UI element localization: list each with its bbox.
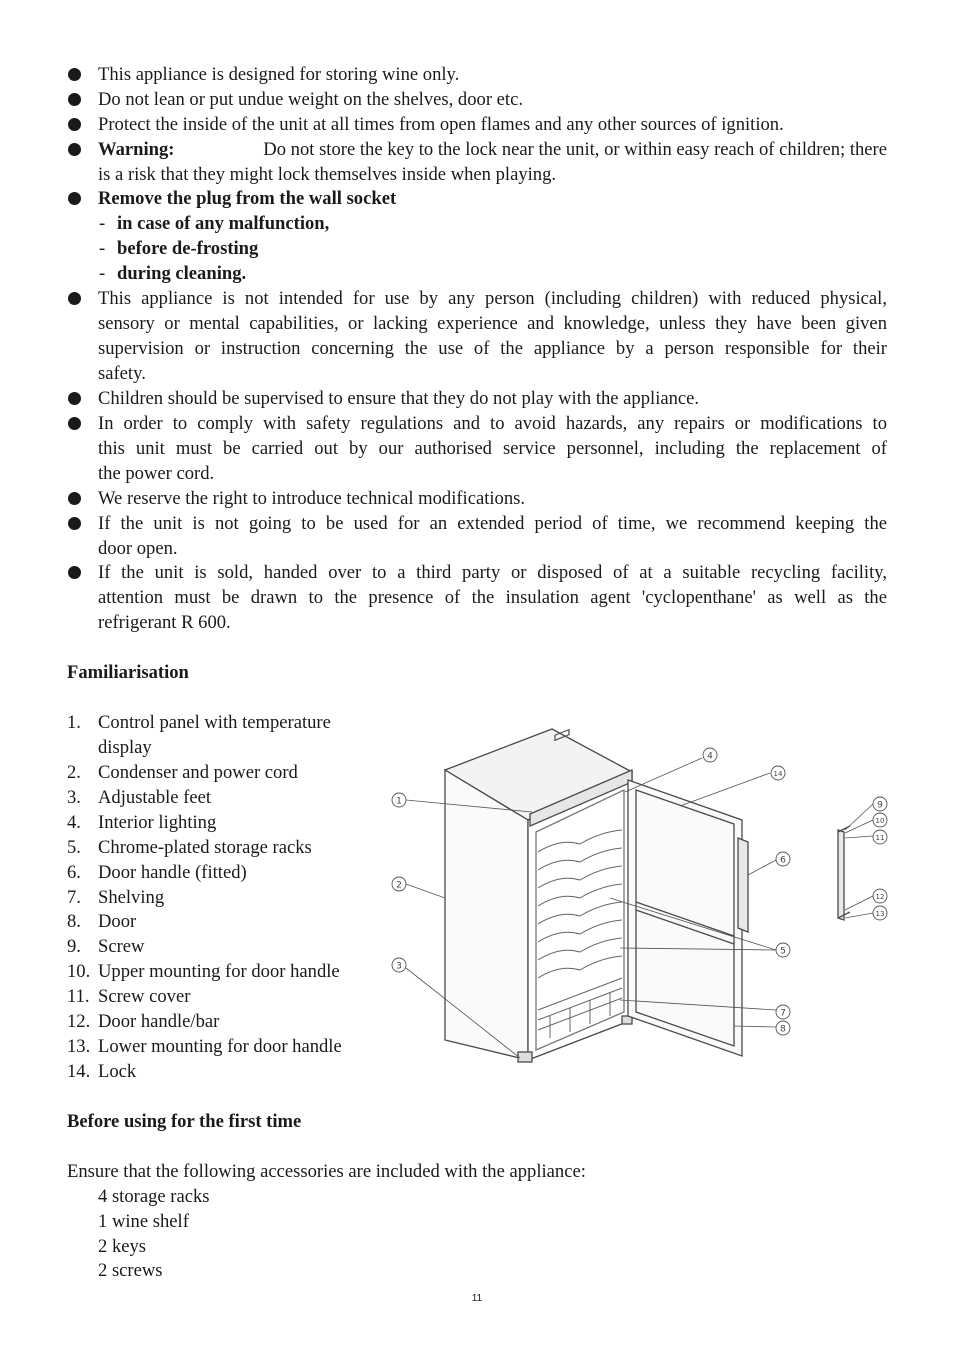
- bullet-dot: [68, 392, 81, 405]
- bullet-dot: [68, 566, 81, 579]
- bullet-dot: [68, 517, 81, 530]
- bullet-dot: [68, 143, 81, 156]
- bullet-text: Children should be supervised to ensure that they do not play with the appliance.: [98, 388, 700, 409]
- list-number: 12.: [67, 1011, 91, 1032]
- list-item: Interior lighting: [98, 812, 217, 833]
- list-number: 5.: [67, 837, 81, 858]
- list-item: Control panel with temperature: [98, 712, 331, 733]
- list-number: 8.: [67, 911, 81, 932]
- bullet-text: Do not store the key to the lock near the unit, or within easy reach of children; there: [263, 139, 887, 160]
- accessory-item: 2 screws: [98, 1260, 163, 1281]
- callout-3: 3: [396, 961, 402, 972]
- list-item: Door: [98, 911, 137, 932]
- callout-10: 10: [875, 817, 885, 825]
- bullet-text: safety.: [98, 363, 146, 384]
- list-item: display: [98, 737, 152, 758]
- list-item: Screw cover: [98, 986, 191, 1007]
- bullet-dot: [68, 192, 81, 205]
- bullet-text: Protect the inside of the unit at all times from open flames and any other sources of ignition.: [98, 114, 784, 135]
- list-item: Lock: [98, 1061, 137, 1082]
- callout-1: 1: [396, 796, 402, 807]
- bullet-text: sensory or mental capabilities, or lacking experience and knowledge, unless they have been given: [98, 313, 887, 334]
- list-number: 7.: [67, 887, 81, 908]
- bullet-dot: [68, 118, 81, 131]
- callout-7: 7: [780, 1008, 786, 1019]
- callout-6: 6: [780, 855, 786, 866]
- bullet-text: In order to comply with safety regulations and to avoid hazards, any repairs or modifications to: [98, 413, 887, 434]
- callout-12: 12: [875, 893, 885, 901]
- list-item: Upper mounting for door handle: [98, 961, 340, 982]
- callout-5: 5: [780, 946, 786, 957]
- list-item: Door handle (fitted): [98, 862, 247, 883]
- bullet-text: is a risk that they might lock themselves inside when playing.: [98, 164, 557, 185]
- bullet-text: If the unit is not going to be used for an extended period of time, we recommend keeping the: [98, 513, 887, 534]
- callout-2: 2: [396, 880, 402, 891]
- list-item: Shelving: [98, 887, 165, 908]
- bullet-text: supervision or instruction concerning the use of the appliance by a person responsible for their: [98, 338, 887, 359]
- bullet-text: Do not lean or put undue weight on the shelves, door etc.: [98, 89, 523, 110]
- first-use-intro: Ensure that the following accessories are included with the appliance:: [67, 1161, 586, 1182]
- list-number: 13.: [67, 1036, 91, 1057]
- list-number: 11.: [67, 986, 90, 1007]
- list-item: Door handle/bar: [98, 1011, 220, 1032]
- dash: -: [99, 263, 106, 284]
- dash: -: [99, 213, 106, 234]
- page-number: 11: [471, 1293, 483, 1304]
- accessory-item: 1 wine shelf: [98, 1211, 189, 1232]
- dash: -: [99, 238, 106, 259]
- section-heading-familiarisation: Familiarisation: [67, 662, 189, 683]
- list-number: 4.: [67, 812, 81, 833]
- callout-13: 13: [875, 910, 885, 918]
- list-item: Condenser and power cord: [98, 762, 298, 783]
- callout-9: 9: [877, 800, 883, 811]
- bullet-dot: [68, 68, 81, 81]
- callout-4: 4: [707, 751, 713, 762]
- list-number: 14.: [67, 1061, 91, 1082]
- callout-14: 14: [773, 770, 783, 778]
- list-number: 9.: [67, 936, 81, 957]
- bullet-text: This appliance is designed for storing wine only.: [98, 64, 460, 85]
- bullet-text: this unit must be carried out by our authorised service personnel, including the replacement of: [98, 438, 887, 459]
- callout-8: 8: [780, 1024, 786, 1035]
- list-item: Chrome-plated storage racks: [98, 837, 312, 858]
- list-number: 3.: [67, 787, 81, 808]
- bullet-text: door open.: [98, 538, 178, 559]
- sub-item: in case of any malfunction,: [117, 213, 330, 234]
- bullet-text: This appliance is not intended for use by any person (including children) with reduced physical,: [98, 288, 887, 309]
- wine-cooler-diagram: [380, 720, 900, 1070]
- bullet-dot: [68, 417, 81, 430]
- warning-label: Warning:: [98, 139, 175, 160]
- bullet-text: We reserve the right to introduce technical modifications.: [98, 488, 526, 509]
- section-heading-first-use: Before using for the first time: [67, 1111, 302, 1132]
- list-item: Adjustable feet: [98, 787, 212, 808]
- sub-item: during cleaning.: [117, 263, 247, 284]
- list-item: Lower mounting for door handle: [98, 1036, 342, 1057]
- accessory-item: 2 keys: [98, 1236, 147, 1257]
- callout-11: 11: [875, 834, 885, 842]
- list-number: 10.: [67, 961, 91, 982]
- bullet-dot: [68, 492, 81, 505]
- list-number: 1.: [67, 712, 81, 733]
- bullet-text: Remove the plug from the wall socket: [98, 188, 397, 209]
- sub-item: before de-frosting: [117, 238, 259, 259]
- list-number: 2.: [67, 762, 81, 783]
- bullet-text: the power cord.: [98, 463, 215, 484]
- bullet-text: attention must be drawn to the presence of the insulation agent 'cyclopenthane' as well as the: [98, 587, 887, 608]
- list-item: Screw: [98, 936, 145, 957]
- list-number: 6.: [67, 862, 81, 883]
- bullet-dot: [68, 292, 81, 305]
- bullet-text: If the unit is sold, handed over to a third party or disposed of at a suitable recycling facility,: [98, 562, 887, 583]
- bullet-dot: [68, 93, 81, 106]
- bullet-text: refrigerant R 600.: [98, 612, 231, 633]
- accessory-item: 4 storage racks: [98, 1186, 210, 1207]
